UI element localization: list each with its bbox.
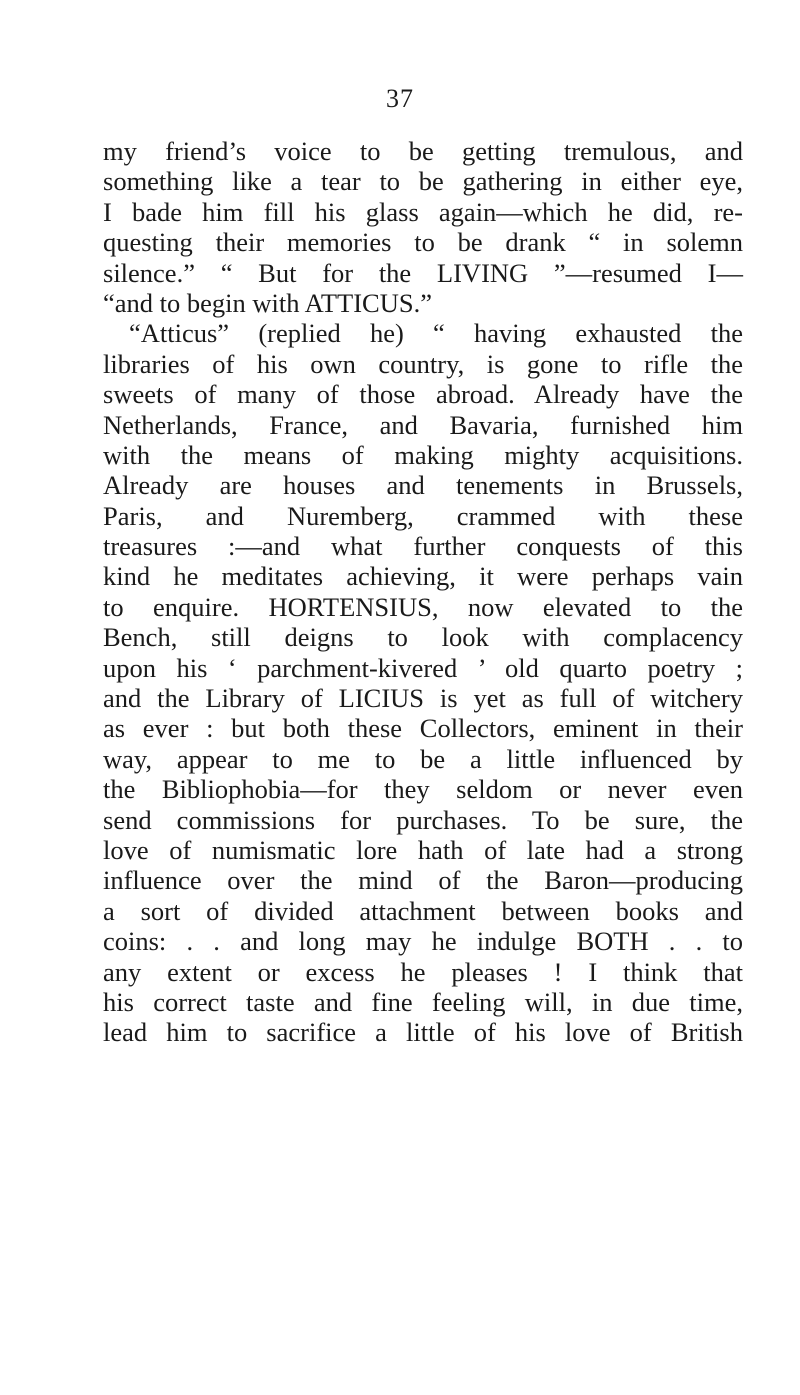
text-line: questing their memories to be drank “ in solemn <box>103 227 743 258</box>
text-line: as ever : but both these Collectors, eminent in their <box>103 713 743 744</box>
text-line: kind he meditates achieving, it were perhaps vain <box>103 561 743 592</box>
text-line: “and to begin with ATTICUS.” <box>103 287 432 318</box>
text-line: I bade him fill his glass again—which he did, re- <box>103 196 743 227</box>
text-line: his correct taste and fine feeling will, in due time, <box>103 986 743 1017</box>
text-line: upon his ‘ parchment-kivered ’ old quarto poetry ; <box>103 652 743 683</box>
text-line: Netherlands, France, and Bavaria, furnished him <box>103 409 743 440</box>
text-line: lead him to sacrifice a little of his love of British <box>103 1017 743 1048</box>
text-line: libraries of his own country, is gone to rifle the <box>103 348 743 379</box>
text-line: my friend’s voice to be getting tremulous, and <box>103 136 743 166</box>
text-line: “Atticus” (replied he) “ having exhausted the <box>129 318 743 349</box>
text-line: the Bibliophobia—for they seldom or never even <box>103 774 743 805</box>
text-line: silence.” “ But for the LIVING ”—resumed I— <box>103 257 743 288</box>
text-line: a sort of divided attachment between books and <box>103 895 743 926</box>
text-line: treasures :—and what further conquests of this <box>103 531 743 562</box>
text-line: something like a tear to be gathering in either eye, <box>103 166 743 197</box>
text-line: to enquire. HORTENSIUS, now elevated to the <box>103 591 743 622</box>
text-line: Bench, still deigns to look with complacency <box>103 622 743 653</box>
text-line: way, appear to me to be a little influenced by <box>103 743 743 774</box>
text-line: any extent or excess he pleases ! I think that <box>103 956 743 987</box>
text-line: love of numismatic lore hath of late had a strong <box>103 834 743 865</box>
text-line: influence over the mind of the Baron—producing <box>103 865 743 896</box>
text-line: Paris, and Nuremberg, crammed with these <box>103 500 743 531</box>
text-line: sweets of many of those abroad. Already have the <box>103 379 743 410</box>
text-line: with the means of making mighty acquisitions. <box>103 439 743 470</box>
text-line: and the Library of LICIUS is yet as full of witchery <box>103 683 743 714</box>
body-text <box>103 136 743 1048</box>
text-line: send commissions for purchases. To be sure, the <box>103 804 743 835</box>
text-line: coins: . . and long may he indulge BOTH . . to <box>103 926 743 957</box>
text-line: Already are houses and tenements in Brussels, <box>103 470 743 501</box>
page-number: 37 <box>386 84 414 113</box>
